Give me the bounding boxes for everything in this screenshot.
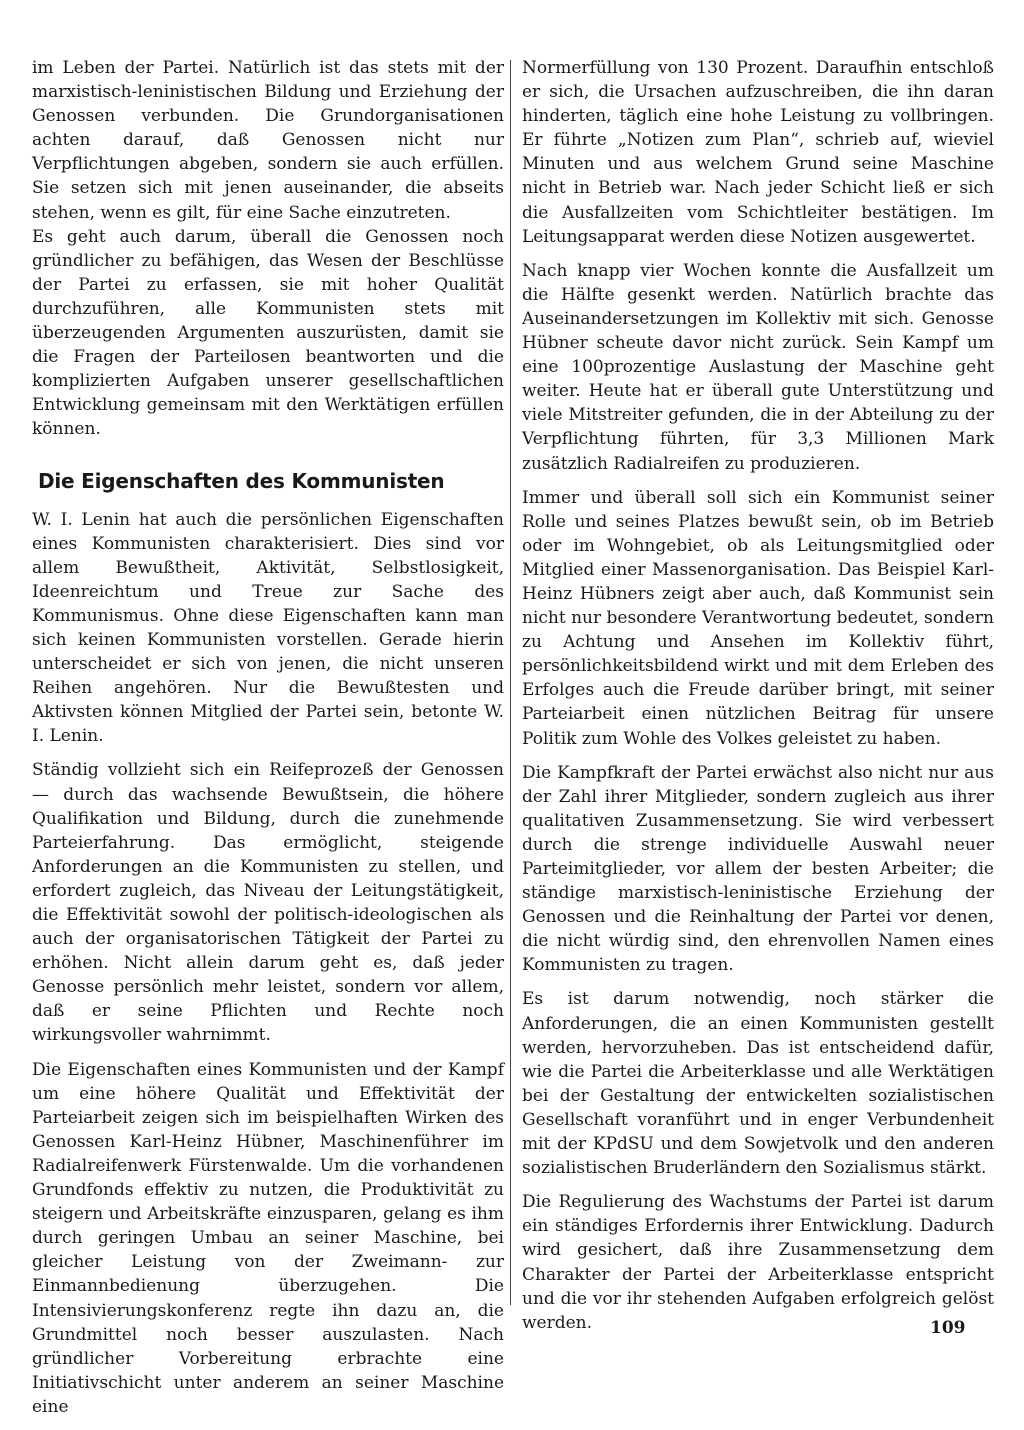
- paragraph: Immer und überall soll sich ein Kommunist seiner Rolle und seines Platzes bewußt sein, ob im Betrieb oder im Wohngebiet, ob als Leitungsmitglied oder Mitglied einer Massenorganisation. Das Beispiel Karl-Heinz Hübners zeigt aber auch, daß Kommunist sein nicht nur besondere Verantwortung bedeutet, sondern zu Achtung und Ansehen im Kollektiv führt, persönlichkeitsbildend wirkt und mit dem Erleben des Erfolges auch die Freude darüber bringt, mit seiner Parteiarbeit einen nützlichen Beitrag für unsere Politik zum Wohle des Volkes geleistet zu haben.: [522, 487, 994, 749]
- left-column: [32, 56, 504, 1429]
- paragraph: im Leben der Partei. Natürlich ist das stets mit der marxistisch-leninistischen Bildung und Erziehung der Genossen verbunden. Die Grundorganisationen achten darauf, daß Genossen nicht nur Verpflichtungen abgeben, sondern sie auch erfüllen. Sie setzen sich mit jenen auseinander, die abseits stehen, wenn es gilt, für eine Sache einzutreten.: [32, 58, 504, 223]
- right-column: [522, 56, 994, 1345]
- column-divider: [510, 60, 511, 1305]
- section-heading: Die Eigenschaften des Kommunisten: [38, 468, 445, 493]
- paragraph: W. I. Lenin hat auch die persönlichen Eigenschaften eines Kommunisten charakterisiert. Dies sind vor allem Bewußtheit, Aktivität, Selbstlosigkeit, Ideenreichtum und Treue zur Sache des Kommunismus. Ohne diese Eigenschaften kann man sich keinen Kommunisten vorstellen. Gerade hierin unterscheidet er sich von jenen, die nicht unseren Reihen angehören. Nur die Bewußtesten und Aktivsten können Mitglied der Partei sein, betonte W. I. Lenin.: [32, 509, 504, 747]
- paragraph: Ständig vollzieht sich ein Reifeprozeß der Genossen — durch das wachsende Bewußtsein, die höhere Qualifikation und Bildung, durch die zunehmende Parteierfahrung. Das ermöglicht, steigende Anforderungen an die Kommunisten zu stellen, und erfordert zugleich, das Niveau der Leitungstätigkeit, die Effektivität sowohl der politisch-ideologischen als auch der organisatorischen Tätigkeit der Partei zu erhöhen. Nicht allein darum geht es, daß jeder Genosse persönlich mehr leistet, sondern vor allem, daß er seine Pflichten und Rechte noch wirkungsvoller wahrnimmt.: [32, 760, 504, 1046]
- page-number: 109: [930, 1318, 966, 1338]
- paragraph: Normerfüllung von 130 Prozent. Daraufhin entschloß er sich, die Ursachen aufzuschreiben, die ihn daran hinderten, täglich eine hohe Leistung zu vollbringen. Er führte „Notizen zum Plan“, schrieb auf, wieviel Minuten und aus welchem Grund seine Maschine nicht in Betrieb war. Nach jeder Schicht ließ er sich die Ausfallzeiten vom Schichtleiter bestätigen. Im Leitungsapparat werden diese Notizen ausgewertet.: [522, 58, 994, 247]
- paragraph: Nach knapp vier Wochen konnte die Ausfallzeit um die Hälfte gesenkt werden. Natürlich brachte das Auseinandersetzungen im Kollektiv mit sich. Genosse Hübner scheute davor nicht zurück. Sein Kampf um eine 100prozentige Auslastung der Maschine geht weiter. Heute hat er überall gute Unterstützung und viele Mitstreiter gefunden, die in der Abteilung zu der Verpflichtung führten, für 3,3 Millionen Mark zusätzlich Radialreifen zu produzieren.: [522, 260, 994, 474]
- paragraph: Die Kampfkraft der Partei erwächst also nicht nur aus der Zahl ihrer Mitglieder, sondern zugleich aus ihrer qualitativen Zusammensetzung. Sie wird verbessert durch die strenge individuelle Auswahl neuer Parteimitglieder, vor allem der besten Arbeiter; die ständige marxistisch-leninistische Erziehung der Genossen und die Reinhaltung der Partei vor denen, die nicht würdig sind, den ehrenvollen Namen eines Kommunisten zu tragen.: [522, 762, 994, 976]
- paragraph: Es ist darum notwendig, noch stärker die Anforderungen, die an einen Kommunisten gestellt werden, hervorzuheben. Das ist entscheidend dafür, wie die Partei die Arbeiterklasse und alle Werktätigen bei der Gestaltung der entwickelten sozialistischen Gesellschaft voranführt und in enger Verbundenheit mit der KPdSU und dem Sowjetvolk und den anderen sozialistischen Bruderländern den Sozialismus stärkt.: [522, 989, 994, 1179]
- paragraph: Es geht auch darum, überall die Genossen noch gründlicher zu befähigen, das Wesen der Beschlüsse der Partei zu erfassen, sie mit hoher Qualität durchzuführen, alle Kommunisten stets mit überzeugenden Argumenten auszurüsten, damit sie die Fragen der Parteilosen beantworten und die komplizierten Aufgaben unserer gesellschaftlichen Entwicklung gemeinsam mit den Werktätigen erfüllen können.: [32, 226, 504, 440]
- paragraph: Die Eigenschaften eines Kommunisten und der Kampf um eine höhere Qualität und Effektivität der Parteiarbeit zeigen sich im beispielhaften Wirken des Genossen Karl-Heinz Hübner, Maschinenführer im Radialreifenwerk Fürstenwalde. Um die vorhandenen Grundfonds effektiv zu nutzen, die Produktivität zu steigern und Arbeitskräfte einzusparen, gelang es ihm durch geringen Umbau an seiner Maschine, bei gleicher Leistung von der Zweimann- zur Einmannbedienung überzugehen. Die Intensivierungskonferenz regte ihn dazu an, die Grundmittel noch besser auszulasten. Nach gründlicher Vorbereitung erbrachte eine Initiativschicht unter anderem an seiner Maschine eine: [32, 1059, 504, 1417]
- paragraph: Die Regulierung des Wachstums der Partei ist darum ein ständiges Erfordernis ihrer Entwicklung. Dadurch wird gesichert, daß ihre Zusammensetzung dem Charakter der Partei der Arbeiterklasse entspricht und die vor ihr stehenden Aufgaben erfolgreich gelöst werden.: [522, 1192, 994, 1333]
